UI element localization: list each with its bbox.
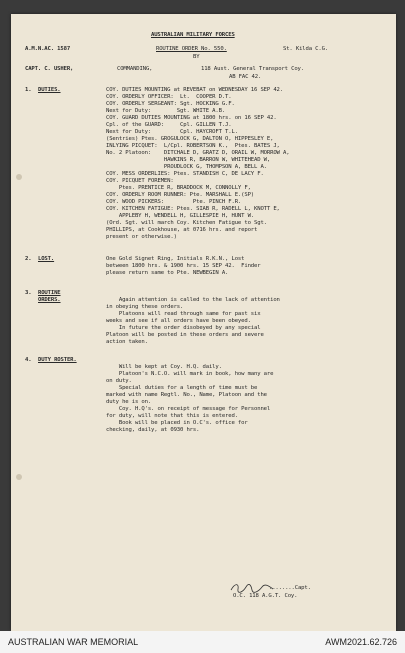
section-line: in obeying these orders. <box>106 304 184 310</box>
place: St. Kilda C.G. <box>283 46 329 52</box>
section-line: Platoon will be posted in these orders and severe <box>106 332 264 338</box>
section-line: Platoons will read through same for past six <box>106 311 261 317</box>
section-line: PROUDLOCK G, THOMPSON A, BELL A. <box>106 164 267 170</box>
section-title: LOST. <box>38 256 55 262</box>
section-line: COY. KITCHEN FATIGUE: Ptes. SIAB R, RADELL L, KNOTT E, <box>106 206 280 212</box>
section-number: 3. <box>25 290 32 296</box>
section-line: (Sentries) Ptes. GROGULOCK G, DALTON O, HIPPESLEY E, <box>106 136 274 142</box>
section-line: COY. ORDERLY ROOM RUNNER: Pte. MARSHALL E.(SP) <box>106 192 255 198</box>
section-line: COY. WOOD PICKERS: Pte. PINCH F.R. <box>106 199 242 205</box>
punch-hole <box>16 474 22 480</box>
section-title-2: ORDERS. <box>38 297 61 303</box>
section-title: DUTY ROSTER. <box>38 357 77 363</box>
document-page <box>11 14 396 631</box>
section-line: Ptes. PRENTICE R, BRADDOCK M, CONNOLLY F, <box>106 185 251 191</box>
section-line: COY. ORDERLY SERGEANT: Sgt. HOCKING G.F. <box>106 101 235 107</box>
section-line: COY. DUTIES MOUNTING at REVEBAT on WEDNESDAY 16 SEP 42. <box>106 87 283 93</box>
section-line: present or otherwise.) <box>106 234 177 240</box>
section-line: Next for Duty: Sgt. WHITE A.B. <box>106 108 226 114</box>
section-line: Cpl. of the GUARD: Cpl. GILLEN T.J. <box>106 122 232 128</box>
unit-name: 118 Aust. General Transport Coy. <box>201 66 304 72</box>
section-line: duty he is on. <box>106 399 152 405</box>
section-line: No. 2 Platoon: DITCHALE D, GRATZ D, ORAIL W, MORROW A, <box>106 150 290 156</box>
section-number: 1. <box>25 87 32 93</box>
section-line: checking, daily, at 0930 hrs. <box>106 427 200 433</box>
section-line: action taken. <box>106 339 148 345</box>
section-line: HAWKINS R, BARRON W, WHITEHEAD W, <box>106 157 271 163</box>
section-line: COY. ORDERLY OFFICER: Lt. COOPER D.T. <box>106 94 232 100</box>
section-line: PHILLIPS, at Cookhouse, at 0716 hrs. and report <box>106 227 258 233</box>
order-number: ROUTINE ORDER No. 550. <box>156 46 227 52</box>
section-line: please return same to Pte. NEWBEGIN A. <box>106 270 229 276</box>
footer-accession: AWM2021.62.726 <box>325 637 397 647</box>
section-line: Will be kept at Coy. H.Q. daily. <box>106 364 222 370</box>
org-title: AUSTRALIAN MILITARY FORCES <box>151 32 235 38</box>
section-number: 2. <box>25 256 32 262</box>
section-line: Platoon's N.C.O. will mark in book, how many are <box>106 371 274 377</box>
section-line: Again attention is called to the lack of attention <box>106 297 280 303</box>
signature-title: O.C. 118 A.G.T. Coy. <box>233 593 298 599</box>
amn-number: A.M.N.AC. 1587 <box>25 46 71 52</box>
captain: CAPT. C. USHER, <box>25 66 74 72</box>
section-line: between 1800 hrs. & 1900 hrs. 15 SEP 42. Finder <box>106 263 261 269</box>
section-title: ROUTINE <box>38 290 61 296</box>
section-line: INLYING PICQUET: L/Cpl. ROBERTSON K., Ptes. BATES J, <box>106 143 280 149</box>
section-line: In future the order disobeyed by any special <box>106 325 261 331</box>
section-line: for duty, will note that this is entered. <box>106 413 238 419</box>
section-line: COY. MESS ORDERLIES: Ptes. STANDISH C, DE LACY F. <box>106 171 264 177</box>
section-line: weeks and see if all orders have been obeyed. <box>106 318 251 324</box>
section-line: COY. GUARD DUTIES MOUNTING at 1800 hrs. on 16 SEP 42. <box>106 115 277 121</box>
section-line: marked with name Regtl. No., Name, Platoon and the <box>106 392 267 398</box>
footer-bar <box>0 631 405 653</box>
signature-line: ........Capt. <box>269 585 311 591</box>
section-line: APPLEBY H, WENDELL H, GILLESPIE H, HUNT W. <box>106 213 255 219</box>
section-line: COY. PICQUET FOREMEN: <box>106 178 174 184</box>
punch-hole <box>16 174 22 180</box>
section-title: DUTIES. <box>38 87 61 93</box>
section-line: Special duties for a length of time must be <box>106 385 258 391</box>
by-label: BY <box>193 54 200 60</box>
section-number: 4. <box>25 357 32 363</box>
section-line: on duty. <box>106 378 132 384</box>
section-line: Next for Duty: Cpl. HAYCROFT T.L. <box>106 129 238 135</box>
date-stamp: AB FAC 42. <box>229 74 262 80</box>
commanding: COMMANDING, <box>117 66 153 72</box>
section-line: Book will be placed in O.C's. office for <box>106 420 248 426</box>
section-line: Coy. H.Q's. on receipt of message for Personnel <box>106 406 271 412</box>
footer-institution: AUSTRALIAN WAR MEMORIAL <box>8 637 139 647</box>
section-line: (Ord. Sgt. will march Coy. Kitchen Fatigue to Sgt. <box>106 220 267 226</box>
section-line: One Gold Signet Ring, Initials R.K.N., Lost <box>106 256 245 262</box>
